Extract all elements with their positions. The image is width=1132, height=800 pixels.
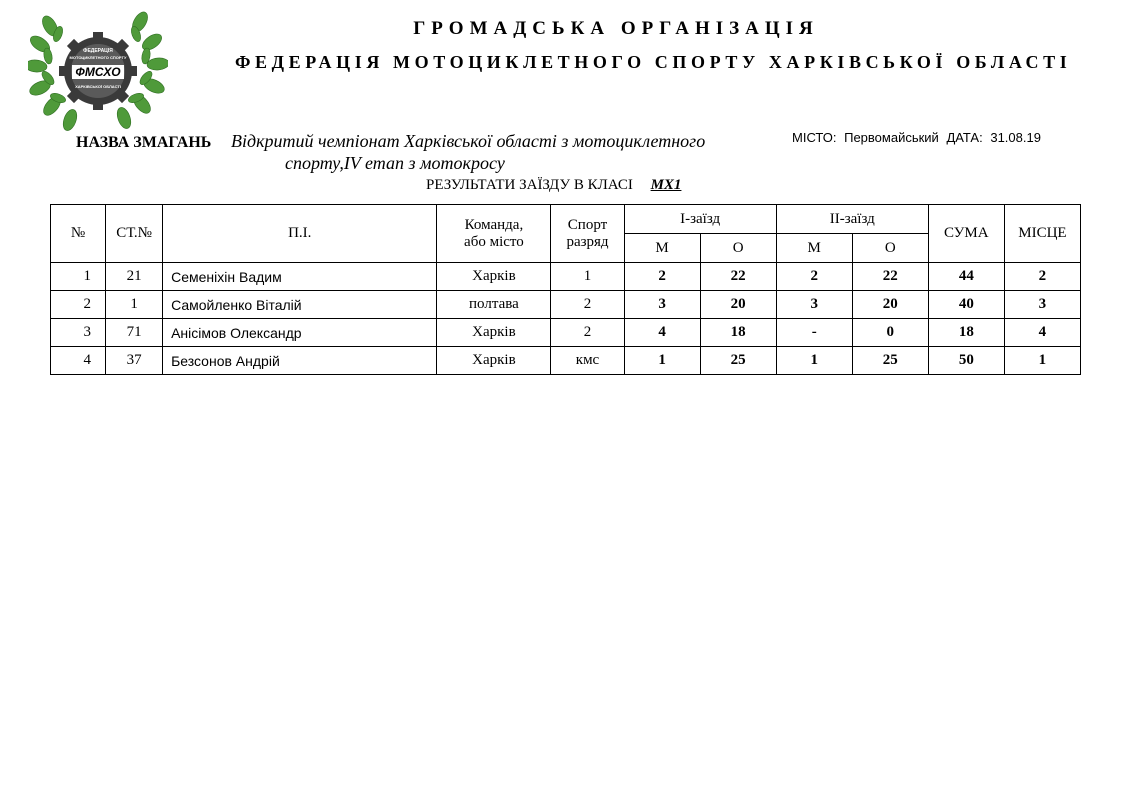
cell-place: 2 (1004, 263, 1080, 291)
cell-rank: 2 (551, 319, 624, 347)
table-row (51, 319, 1081, 347)
header-sum: СУМА (928, 205, 1004, 263)
cell-m2: 1 (776, 347, 852, 375)
cell-m2: - (776, 319, 852, 347)
header-num: № (51, 205, 106, 263)
cell-o2: 20 (852, 291, 928, 319)
cell-team: Харків (437, 319, 551, 347)
class-name: MX1 (650, 177, 682, 193)
svg-text:ХАРКІВСЬКОЇ ОБЛАСТІ: ХАРКІВСЬКОЇ ОБЛАСТІ (75, 84, 121, 89)
cell-o1: 22 (700, 263, 776, 291)
cell-team: полтава (437, 291, 551, 319)
cell-rank: кмс (551, 347, 624, 375)
cell-m1: 3 (624, 291, 700, 319)
cell-name: Семеніхін Вадим (163, 263, 437, 291)
svg-text:ФМСХО: ФМСХО (75, 65, 121, 79)
cell-team: Харків (437, 347, 551, 375)
cell-start: 21 (106, 263, 163, 291)
header-race1-m: М (624, 234, 700, 263)
location-date (792, 130, 1045, 145)
header-name: П.І. (163, 205, 437, 263)
header-start-num: СТ.№ (106, 205, 163, 263)
organization-title: ГРОМАДСЬКА ОРГАНІЗАЦІЯ (413, 18, 819, 39)
cell-sum: 44 (928, 263, 1004, 291)
cell-name: Анісімов Олександр (163, 319, 437, 347)
cell-sum: 50 (928, 347, 1004, 375)
date-value: 31.08.19 (990, 130, 1041, 145)
svg-text:МОТОЦИКЛЕТНОГО СПОРТУ: МОТОЦИКЛЕТНОГО СПОРТУ (69, 55, 127, 60)
header-team-line2: або місто (464, 233, 524, 250)
header-team-line1: Команда, (464, 216, 524, 233)
cell-start: 71 (106, 319, 163, 347)
cell-o2: 25 (852, 347, 928, 375)
city-value: Первомайський (844, 130, 939, 145)
header-race2: II-заїзд (776, 205, 928, 234)
cell-sum: 40 (928, 291, 1004, 319)
header-race1: I-заїзд (624, 205, 776, 234)
header-place: МІСЦЕ (1004, 205, 1080, 263)
federation-title: ФЕДЕРАЦІЯ МОТОЦИКЛЕТНОГО СПОРТУ ХАРКІВСЬКОЇ ОБЛАСТІ (235, 52, 1072, 72)
cell-place: 4 (1004, 319, 1080, 347)
cell-num: 1 (51, 263, 106, 291)
cell-m1: 1 (624, 347, 700, 375)
cell-o1: 20 (700, 291, 776, 319)
header-team (437, 205, 551, 263)
cell-m2: 3 (776, 291, 852, 319)
header-race2-m: М (776, 234, 852, 263)
cell-num: 3 (51, 319, 106, 347)
cell-o1: 18 (700, 319, 776, 347)
table-row (51, 347, 1081, 375)
cell-o2: 0 (852, 319, 928, 347)
competition-name-line1: Відкритий чемпіонат Харківської області з мотоциклетного (231, 131, 706, 151)
cell-num: 2 (51, 291, 106, 319)
header-rank-line2: разряд (566, 233, 609, 250)
cell-o2: 22 (852, 263, 928, 291)
cell-m1: 4 (624, 319, 700, 347)
competition-label: НАЗВА ЗМАГАНЬ (76, 134, 212, 151)
header-race2-o: О (852, 234, 928, 263)
cell-num: 4 (51, 347, 106, 375)
svg-text:ФЕДЕРАЦІЯ: ФЕДЕРАЦІЯ (83, 48, 113, 54)
header-rank-line1: Спорт (567, 216, 608, 233)
cell-start: 37 (106, 347, 163, 375)
cell-place: 3 (1004, 291, 1080, 319)
cell-sum: 18 (928, 319, 1004, 347)
competition-name-line2: спорту,IV етап з мотокросу (285, 153, 505, 173)
date-label: ДАТА: (946, 130, 983, 145)
header-rank (551, 205, 624, 263)
cell-team: Харків (437, 263, 551, 291)
cell-o1: 25 (700, 347, 776, 375)
table-row (51, 263, 1081, 291)
city-label: МІСТО: (792, 130, 837, 145)
cell-rank: 1 (551, 263, 624, 291)
results-title-text: РЕЗУЛЬТАТИ ЗАЇЗДУ В КЛАСІ (426, 177, 633, 193)
results-table (50, 204, 1081, 375)
cell-rank: 2 (551, 291, 624, 319)
cell-name: Самойленко Віталій (163, 291, 437, 319)
cell-name: Безсонов Андрій (163, 347, 437, 375)
table-row (51, 291, 1081, 319)
results-heading (426, 177, 681, 194)
cell-m2: 2 (776, 263, 852, 291)
header-race1-o: О (700, 234, 776, 263)
cell-m1: 2 (624, 263, 700, 291)
cell-place: 1 (1004, 347, 1080, 375)
cell-start: 1 (106, 291, 163, 319)
